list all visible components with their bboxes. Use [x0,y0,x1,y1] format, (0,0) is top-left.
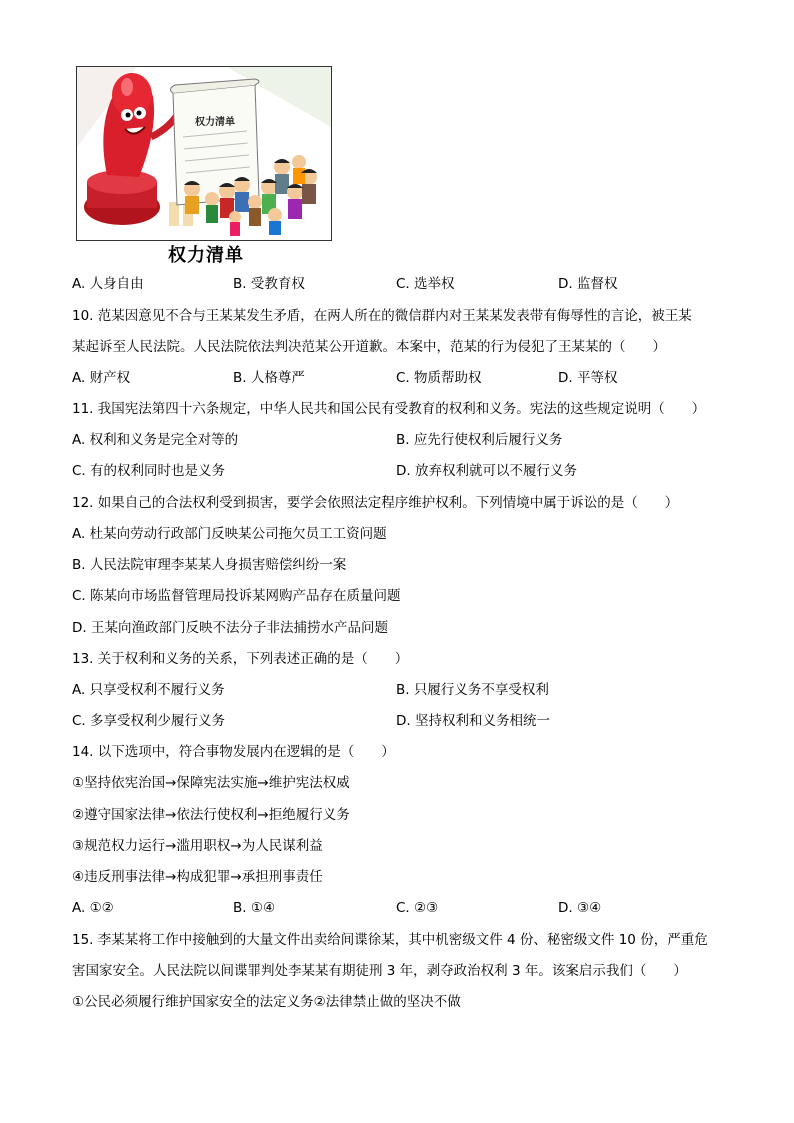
q9-option-b: B. 受教育权 [233,276,305,292]
q10-option-a: A. 财产权 [72,370,131,386]
q15-items-line: ①公民必须履行维护国家安全的法定义务②法律禁止做的坚决不做 [72,994,461,1010]
power-list-cartoon [76,66,332,241]
q14-option-b: B. ①④ [233,900,276,916]
q14-item-4: ④违反刑事法律→构成犯罪→承担刑事责任 [72,869,323,885]
q9-option-d: D. 监督权 [558,276,618,292]
q11-option-c: C. 有的权利同时也是义务 [72,463,226,479]
q12-stem: 12. 如果自己的合法权利受到损害，要学会依照法定程序维护权利。下列情境中属于诉讼的是（ ） [72,495,679,511]
q14-item-2: ②遵守国家法律→依法行使权利→拒绝履行义务 [72,807,350,823]
q14-option-d: D. ③④ [558,900,602,916]
q14-item-1: ①坚持依宪治国→保障宪法实施→维护宪法权威 [72,775,350,791]
q14-item-3: ③规范权力运行→滥用职权→为人民谋利益 [72,838,323,854]
q9-option-c: C. 选举权 [396,276,455,292]
q15-stem-line1: 15. 李某某将工作中接触到的大量文件出卖给间谍徐某，其中机密级文件 4 份、秘密级文件 10 份，严重危 [72,932,708,948]
q10-option-b: B. 人格尊严 [233,370,305,386]
sign-text: 权力清单 [195,117,235,128]
q12-option-c: C. 陈某向市场监督管理局投诉某网购产品存在质量问题 [72,588,401,604]
q11-stem: 11. 我国宪法第四十六条规定，中华人民共和国公民有受教育的权利和义务。宪法的这些规定说明（ ） [72,401,706,417]
q14-stem: 14. 以下选项中，符合事物发展内在逻辑的是（ ） [72,744,395,760]
q12-option-d: D. 王某向渔政部门反映不法分子非法捕捞水产品问题 [72,620,388,636]
q15-stem-line2: 害国家安全。人民法院以间谍罪判处李某某有期徒刑 3 年，剥夺政治权利 3 年。该案启示我们（ ） [72,963,687,979]
figure-caption: 权力清单 [168,245,244,266]
q13-option-b: B. 只履行义务不享受权利 [396,682,549,698]
q14-option-a: A. ①② [72,900,114,916]
q11-option-b: B. 应先行使权利后履行义务 [396,432,563,448]
q12-option-b: B. 人民法院审理李某某人身损害赔偿纠纷一案 [72,557,347,573]
q11-option-a: A. 权利和义务是完全对等的 [72,432,239,448]
q13-option-d: D. 坚持权利和义务相统一 [396,713,550,729]
q14-option-c: C. ②③ [396,900,439,916]
q13-option-c: C. 多享受权利少履行义务 [72,713,226,729]
q11-option-d: D. 放弃权利就可以不履行义务 [396,463,577,479]
q9-option-a: A. 人身自由 [72,276,144,292]
q10-stem-line1: 10. 范某因意见不合与王某某发生矛盾，在两人所在的微信群内对王某某发表带有侮辱性的言论，被王某 [72,308,692,324]
q13-option-a: A. 只享受权利不履行义务 [72,682,225,698]
q10-option-d: D. 平等权 [558,370,618,386]
q10-option-c: C. 物质帮助权 [396,370,482,386]
q13-stem: 13. 关于权利和义务的关系，下列表述正确的是（ ） [72,651,409,667]
q10-stem-line2: 某起诉至人民法院。人民法院依法判决范某公开道歉。本案中，范某的行为侵犯了王某某的（ ） [72,339,666,355]
q12-option-a: A. 杜某向劳动行政部门反映某公司拖欠员工工资问题 [72,526,387,542]
